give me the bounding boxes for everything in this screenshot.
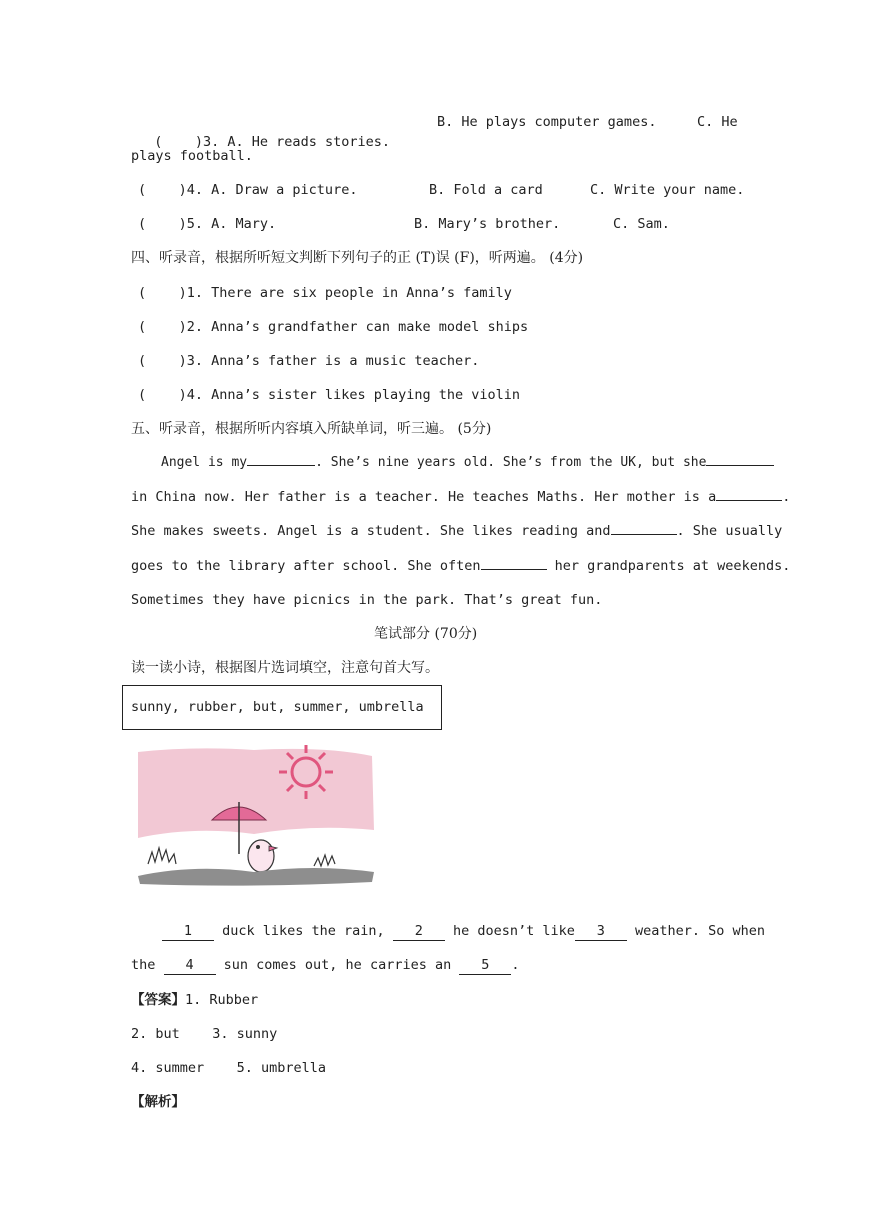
poem-line-2: the 4 sun comes out, he carries an 5 . [131,957,520,973]
passage-line-5: Sometimes they have picnics in the park. That’s great fun. [131,592,603,608]
duck-umbrella-illustration [134,742,378,890]
q3-option-c: C. He [697,114,738,130]
passage-line-1: Angel is my . She’s nine years old. She’s from the UK, but she [161,453,774,473]
analysis-label: 【解析】 [131,1094,185,1110]
answer-line-3: 4. summer 5. umbrella [131,1060,327,1076]
section4-item: ( )1. There are six people in Anna’s family [138,285,512,301]
answer-line-2: 2. but 3. sunny [131,1026,278,1042]
blank-2[interactable]: 2 [393,923,445,941]
q3-option-a: ( )3. A. He reads stories. [154,134,390,150]
section4-item: ( )4. Anna’s sister likes playing the violin [138,387,521,403]
passage-line-4: goes to the library after school. She often her grandparents at weekends. [131,558,791,574]
poem-line-1: 1 duck likes the rain, 2 he doesn’t like 3 weather. So when [162,921,765,941]
word-bank: sunny, rubber, but, summer, umbrella [131,699,424,715]
q4-option-b: B. Fold a card [429,182,543,198]
blank-1[interactable]: 1 [162,923,214,941]
blank-5[interactable]: 5 [459,957,511,975]
blank[interactable] [716,500,782,501]
q5-option-a: ( )5. A. Mary. [138,216,277,232]
blank-4[interactable]: 4 [164,957,216,975]
instruction: 读一读小诗，根据图片选词填空，注意句首大写。 [131,660,439,676]
passage-line-2: in China now. Her father is a teacher. He teaches Maths. Her mother is a . [131,489,791,505]
q4-option-c: C. Write your name. [590,182,745,198]
blank[interactable] [706,465,774,466]
word-bank-box [122,685,442,730]
answer-label: 【答案】 [131,992,185,1008]
q5-option-c: C. Sam. [613,216,670,232]
blank[interactable] [611,534,677,535]
section4-item: ( )3. Anna’s father is a music teacher. [138,353,480,369]
blank[interactable] [481,569,547,570]
written-heading: 笔试部分 (70分) [374,626,478,642]
q3-option-b: B. He plays computer games. [437,114,657,130]
q5-option-b: B. Mary’s brother. [414,216,561,232]
section4-heading: 四、听录音，根据所听短文判断下列句子的正 (T)误 (F)，听两遍。 (4分) [131,250,584,266]
passage-line-3: She makes sweets. Angel is a student. She likes reading and . She usually [131,523,783,539]
answer-line-1: 【答案】1. Rubber [131,992,259,1008]
q4-option-a: ( )4. A. Draw a picture. [138,182,358,198]
section4-item: ( )2. Anna’s grandfather can make model ships [138,319,529,335]
q3-continuation: plays football. [131,148,253,164]
blank[interactable] [247,465,315,466]
blank-3[interactable]: 3 [575,923,627,941]
section5-heading: 五、听录音，根据所听内容填入所缺单词，听三遍。 (5分) [131,421,492,437]
